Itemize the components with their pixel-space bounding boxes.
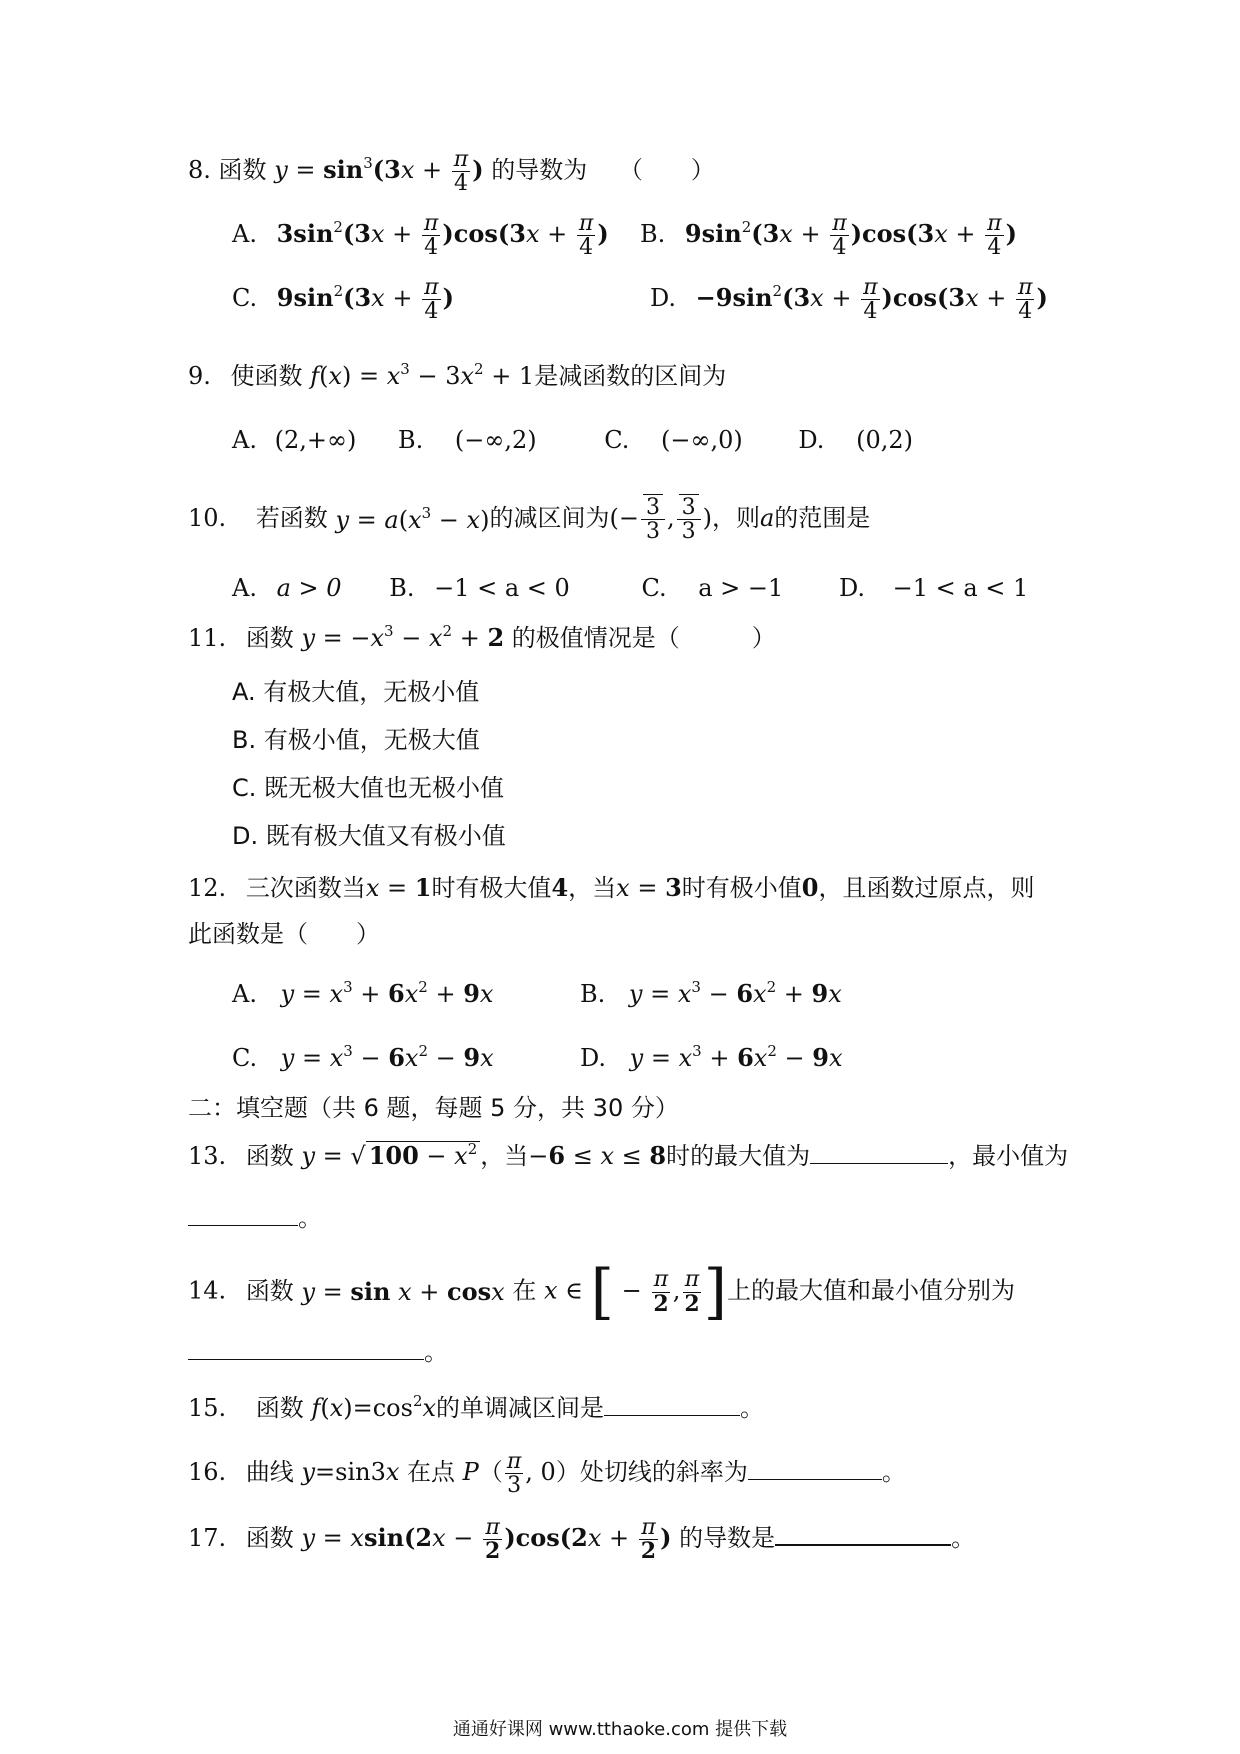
q10-mid: 的减区间为 <box>489 504 610 533</box>
q16-end: 。 <box>881 1458 906 1487</box>
q13-function: y = √ $100 - x^2$ <box>301 1141 480 1170</box>
q14-number: 14. <box>188 1276 227 1305</box>
section-fill-in-blank-heading: 二：填空题（共 6 题，每题 5 分，共 30 分） <box>188 1094 679 1122</box>
q11-option-d: D. 既有极大值又有极小值 <box>232 822 506 850</box>
q15-suffix: 的单调减区间是 <box>436 1394 605 1422</box>
question-13: 13. 函数 y = √ $100 - x^2$ ，当−6 ≤ x ≤ 8时的最大值为 ，最小值为 <box>188 1140 1069 1170</box>
q11-label: 函数 <box>245 624 294 652</box>
q12-option-c: C. $y = x^3 - 6x^2 - 9x$ <box>232 1042 494 1072</box>
q14-label: 函数 <box>245 1276 294 1305</box>
q9-option-c: (−∞,0) <box>661 426 743 454</box>
q17-blank[interactable] <box>775 1540 951 1546</box>
q13-mid2: 时的最大值为 <box>666 1142 811 1170</box>
q9-option-b-label: B. <box>397 426 424 454</box>
q12-part3: ，当 <box>568 874 617 902</box>
q13-blank-min[interactable] <box>188 1221 298 1226</box>
q17-label: 函数 <box>245 1524 294 1553</box>
q8-option-d-label: D. <box>650 284 677 313</box>
q12-option-a: A. $y = x^3 + 6x^2 + 9x$ <box>232 978 494 1008</box>
q9-suffix: 是减函数的区间为 <box>534 362 727 390</box>
q8-option-a: A. $3\sin^2(3x$ + $\frac{\pi}{4}$ )cos(3x + $\frac{\pi}{4}$ ) <box>232 211 609 261</box>
q16-blank[interactable] <box>748 1475 882 1480</box>
q14-blank[interactable] <box>188 1355 424 1360</box>
q16-mid: 在点 <box>407 1458 456 1487</box>
q9-option-d-label: D. <box>798 426 825 454</box>
q11-option-c: C. 既无极大值也无极小值 <box>232 774 505 802</box>
q11-suffix: 的极值情况是（ ） <box>511 624 776 652</box>
q11-option-b: B. 有极小值，无极大值 <box>232 726 480 754</box>
q15-number: 15. <box>188 1394 227 1422</box>
q10-function: $y = a(x^3 - x)$ <box>335 503 490 534</box>
q9-option-a-label: A. <box>232 426 257 454</box>
q11-number: 11. <box>188 624 227 652</box>
q12-option-c-label: C. <box>232 1044 258 1072</box>
q12-part2: 时有极大值 <box>431 874 552 902</box>
question-16 <box>188 1450 906 1497</box>
q14-end: 。 <box>424 1338 448 1366</box>
q10-option-c: a > −1 <box>698 574 784 602</box>
question-8 <box>188 148 715 195</box>
q14-interval: x ∈ [ − $\frac{\pi}{2}$ , $\frac{\pi}{2}$ ] <box>544 1257 728 1327</box>
q8-function: $y = \sin^3(3x$ + $\frac{\pi}{4}$ ) <box>274 147 484 197</box>
q9-option-d: (0,2) <box>856 426 913 454</box>
q8-answer-paren: （ ） <box>618 156 715 185</box>
q8-option-c: C. $9\sin^2(3x$ + $\frac{\pi}{4}$ ) <box>232 275 454 325</box>
q12-option-d: D. $y = x^3 + 6x^2 - 9x$ <box>580 1042 843 1072</box>
question-14 <box>188 1257 1016 1327</box>
q13-suffix: ，最小值为 <box>948 1142 1069 1170</box>
q13-label: 函数 <box>245 1142 294 1170</box>
q12-part5: ，且函数过原点，则 <box>818 874 1035 902</box>
q8-suffix: 的导数为 <box>491 156 588 185</box>
q10-suffix: ，则 <box>711 504 760 533</box>
q10-label: 若函数 <box>255 504 328 533</box>
q10-option-d-label: D. <box>838 574 865 602</box>
q10-option-a: a > 0 <box>276 574 342 602</box>
q12-number: 12. <box>188 874 227 902</box>
q8-option-b-label: B. <box>640 220 666 249</box>
page-footer: 通通好课网 www.tthaoke.com 提供下载 <box>452 1719 788 1740</box>
q16-suffix: 处切线的斜率为 <box>579 1458 748 1487</box>
q16-label: 曲线 <box>245 1458 294 1487</box>
q13-mid: ，当 <box>480 1142 529 1170</box>
q10-interval: (− $\frac{3}{3}$ , $\frac{3}{3}$ ) <box>609 495 712 545</box>
question-12: 12. 三次函数当x = 1时有极大值4，当x = 3时有极小值0，且函数过原点，则 <box>188 873 1035 902</box>
q15-end: 。 <box>740 1394 765 1422</box>
q12-option-a-label: A. <box>232 980 257 1008</box>
q13-blank-max[interactable] <box>810 1159 948 1164</box>
q16-function: y=sin3x <box>301 1458 400 1487</box>
q9-options <box>232 428 913 452</box>
q13-number: 13. <box>188 1142 227 1170</box>
q11-function: $y = -x^3 - x^2 + 2$ <box>301 622 505 652</box>
q12-option-b-label: B. <box>580 980 606 1008</box>
question-11 <box>188 622 776 652</box>
q9-label: 使函数 <box>230 362 303 390</box>
q14-line2 <box>188 1340 448 1364</box>
q10-option-d: −1 < a < 1 <box>892 574 1029 602</box>
q13-end: 。 <box>298 1204 322 1232</box>
q10-option-b: −1 < a < 0 <box>434 574 570 602</box>
q9-option-c-label: C. <box>604 426 630 454</box>
q17-number: 17. <box>188 1524 227 1553</box>
q8-option-b: B. $9\sin^2(3x$ + $\frac{\pi}{4}$ )cos(3x + $\frac{\pi}{4}$ ) <box>640 211 1017 261</box>
q11-option-a: A. 有极大值，无极小值 <box>232 678 480 706</box>
q12-option-d-label: D. <box>580 1044 607 1072</box>
q14-suffix: 上的最大值和最小值分别为 <box>727 1276 1016 1305</box>
q15-label: 函数 <box>255 1394 304 1422</box>
q10-options <box>232 576 1028 600</box>
question-15 <box>188 1392 765 1422</box>
q8-number: 8. <box>188 156 211 185</box>
q14-function: y = sin x + cosx <box>301 1277 505 1306</box>
q10-option-c-label: C. <box>641 574 667 602</box>
q12-part4: 时有极小值 <box>681 874 802 902</box>
q13-line2 <box>188 1206 322 1230</box>
q15-blank[interactable] <box>604 1411 740 1416</box>
q10-option-b-label: B. <box>389 574 415 602</box>
q8-option-c-label: C. <box>232 284 258 313</box>
q9-number: 9. <box>188 362 211 390</box>
q16-number: 16. <box>188 1458 227 1487</box>
q17-function: y = xsin(2x − $\frac{\pi}{2}$ )cos(2x + $\frac{\pi}{2}$ ) <box>301 1515 672 1565</box>
q8-label: 函数 <box>218 156 267 185</box>
q12-option-b: B. $y = x^3 - 6x^2 + 9x$ <box>580 978 842 1008</box>
q14-mid: 在 <box>512 1276 537 1305</box>
q8-option-a-label: A. <box>232 220 257 249</box>
q9-function: $f(x) = x^3 - 3x^2 + 1$ <box>310 360 535 390</box>
q8-option-d: D. $-9\sin^2(3x$ + $\frac{\pi}{4}$ )cos(3x + $\frac{\pi}{4}$ ) <box>650 275 1048 325</box>
q10-option-a-label: A. <box>232 574 257 602</box>
q10-number: 10. <box>188 504 227 533</box>
q12-line2: 此函数是（ ） <box>188 920 380 948</box>
q9-option-b: (−∞,2) <box>454 426 537 454</box>
q10-suffix2: 的范围是 <box>774 504 871 533</box>
q17-end: 。 <box>951 1524 976 1553</box>
q15-function: $f(x)=\cos^2x$ <box>311 1392 437 1422</box>
q12-part1: 三次函数当 <box>245 874 366 902</box>
q17-suffix: 的导数是 <box>679 1524 776 1553</box>
q16-point: P（ $\frac{\pi}{3}$ , 0） <box>462 1449 580 1499</box>
q9-option-a: (2,+∞) <box>274 426 357 454</box>
question-17 <box>188 1516 975 1563</box>
question-9 <box>188 360 727 390</box>
question-10: 10. 若函数 $y = a(x^3 - x)$的减区间为(− $\frac{3}{3}$ , $\frac{3}{3}$ )，则a的范围是 <box>188 495 871 545</box>
